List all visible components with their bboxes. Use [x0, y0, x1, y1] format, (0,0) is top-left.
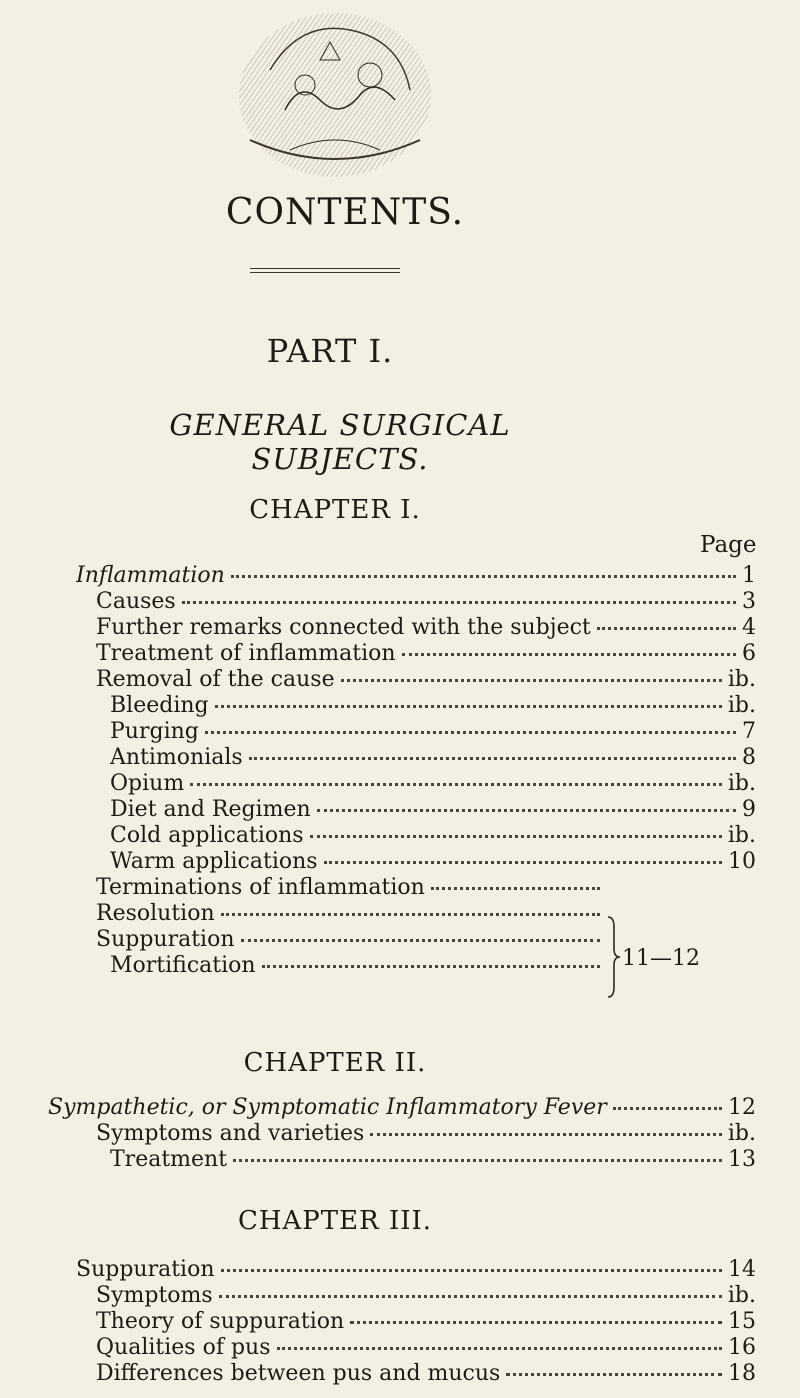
toc-entry-page: 1 — [742, 563, 756, 588]
subject-title: GENERAL SURGICAL SUBJECTS. — [169, 408, 511, 476]
toc-entry — [96, 926, 606, 954]
toc-entry-label: Theory of suppuration — [96, 1309, 345, 1334]
chapter-title: CHAPTER I. — [249, 495, 421, 525]
chapter-title: CHAPTER II. — [243, 1048, 427, 1078]
toc-entry — [76, 1256, 756, 1284]
toc-entry-label: Treatment of inflammation — [96, 641, 396, 666]
leader-dots — [506, 1367, 722, 1376]
chapter-title: CHAPTER III. — [237, 1206, 433, 1236]
toc-entry-label: Sympathetic, or Symptomatic Inflammatory Fever — [48, 1095, 607, 1120]
toc-entry-label: Antimonials — [110, 745, 243, 770]
leader-dots — [324, 855, 722, 864]
toc-entry — [96, 1334, 756, 1362]
toc-entry-page: 9 — [742, 797, 756, 822]
leader-dots — [221, 1263, 723, 1272]
leader-dots — [262, 959, 600, 968]
toc-entry — [110, 952, 606, 980]
toc-entry-label: Bleeding — [110, 693, 209, 718]
toc-entry-label: Suppuration — [76, 1257, 215, 1282]
toc-entry-page: 6 — [742, 641, 756, 666]
toc-entry — [96, 1360, 756, 1388]
toc-entry — [96, 1282, 756, 1310]
leader-dots — [182, 595, 736, 604]
grouping-brace — [606, 915, 622, 999]
toc-entry-page: ib. — [727, 771, 756, 796]
leader-dots — [249, 751, 736, 760]
toc-entry — [110, 822, 756, 850]
toc-entry-label: Diet and Regimen — [110, 797, 311, 822]
toc-entry — [110, 718, 756, 746]
toc-entry-page: ib. — [727, 667, 756, 692]
toc-entry — [110, 796, 756, 824]
toc-entry-page: 3 — [742, 589, 756, 614]
toc-entry-label: Opium — [110, 771, 185, 796]
leader-dots — [370, 1127, 722, 1136]
toc-entry-page: 8 — [742, 745, 756, 770]
toc-entry-page: 18 — [728, 1361, 756, 1386]
leader-dots — [613, 1101, 722, 1110]
leader-dots — [431, 881, 600, 890]
toc-entry-page: 14 — [728, 1257, 756, 1282]
toc-entry-label: Terminations of inflammation — [96, 875, 425, 900]
toc-entry-page: ib. — [727, 823, 756, 848]
toc-entry-label: Qualities of pus — [96, 1335, 271, 1360]
toc-entry-label: Causes — [96, 589, 176, 614]
toc-entry-page: ib. — [727, 1121, 756, 1146]
toc-entry — [96, 614, 756, 642]
toc-entry — [96, 640, 756, 668]
toc-entry — [76, 562, 756, 590]
engraved-vignette — [230, 0, 440, 185]
toc-entry-page: ib. — [727, 693, 756, 718]
toc-entry — [96, 1308, 756, 1336]
leader-dots — [241, 933, 601, 942]
leader-dots — [205, 725, 736, 734]
toc-entry-page: 7 — [742, 719, 756, 744]
page-column-label: Page — [700, 532, 757, 558]
toc-entry-page: 15 — [728, 1309, 756, 1334]
leader-dots — [310, 829, 722, 838]
toc-entry-page: 12 — [728, 1095, 756, 1120]
toc-entry — [96, 874, 606, 902]
leader-dots — [215, 699, 722, 708]
toc-entry-page: 16 — [728, 1335, 756, 1360]
toc-entry — [96, 588, 756, 616]
toc-entry — [96, 900, 606, 928]
toc-entry — [110, 744, 756, 772]
leader-dots — [402, 647, 736, 656]
toc-entry-label: Cold applications — [110, 823, 304, 848]
toc-entry-label: Treatment — [110, 1147, 228, 1172]
leader-dots — [341, 673, 722, 682]
group-page-range: 11—12 — [622, 946, 700, 971]
toc-entry-label: Warm applications — [110, 849, 318, 874]
toc-entry-label: Purging — [110, 719, 199, 744]
part-title: PART I. — [266, 332, 394, 370]
toc-entry-label: Inflammation — [76, 563, 225, 588]
leader-dots — [597, 621, 736, 630]
toc-entry-page: ib. — [727, 1283, 756, 1308]
toc-entry-page: 10 — [728, 849, 756, 874]
toc-entry-label: Mortification — [110, 953, 256, 978]
toc-entry — [96, 1120, 756, 1148]
leader-dots — [231, 569, 736, 578]
toc-entry-label: Symptoms — [96, 1283, 213, 1308]
leader-dots — [277, 1341, 723, 1350]
leader-dots — [190, 777, 722, 786]
leader-dots — [317, 803, 736, 812]
toc-entry — [110, 1146, 756, 1174]
toc-entry — [110, 770, 756, 798]
leader-dots — [219, 1289, 722, 1298]
toc-entry — [96, 666, 756, 694]
toc-entry-label: Resolution — [96, 901, 215, 926]
leader-dots — [350, 1315, 722, 1324]
toc-entry-label: Symptoms and varieties — [96, 1121, 365, 1146]
toc-entry — [110, 848, 756, 876]
toc-entry-label: Suppuration — [96, 927, 235, 952]
double-rule — [250, 268, 400, 273]
contents-title: CONTENTS. — [225, 192, 465, 233]
toc-entry-page: 4 — [742, 615, 756, 640]
toc-entry-label: Differences between pus and mucus — [96, 1361, 501, 1386]
leader-dots — [221, 907, 600, 916]
toc-entry — [48, 1094, 756, 1122]
toc-entry-page: 13 — [728, 1147, 756, 1172]
toc-entry-label: Removal of the cause — [96, 667, 335, 692]
leader-dots — [233, 1153, 722, 1162]
toc-entry — [110, 692, 756, 720]
toc-entry-label: Further remarks connected with the subject — [96, 615, 591, 640]
